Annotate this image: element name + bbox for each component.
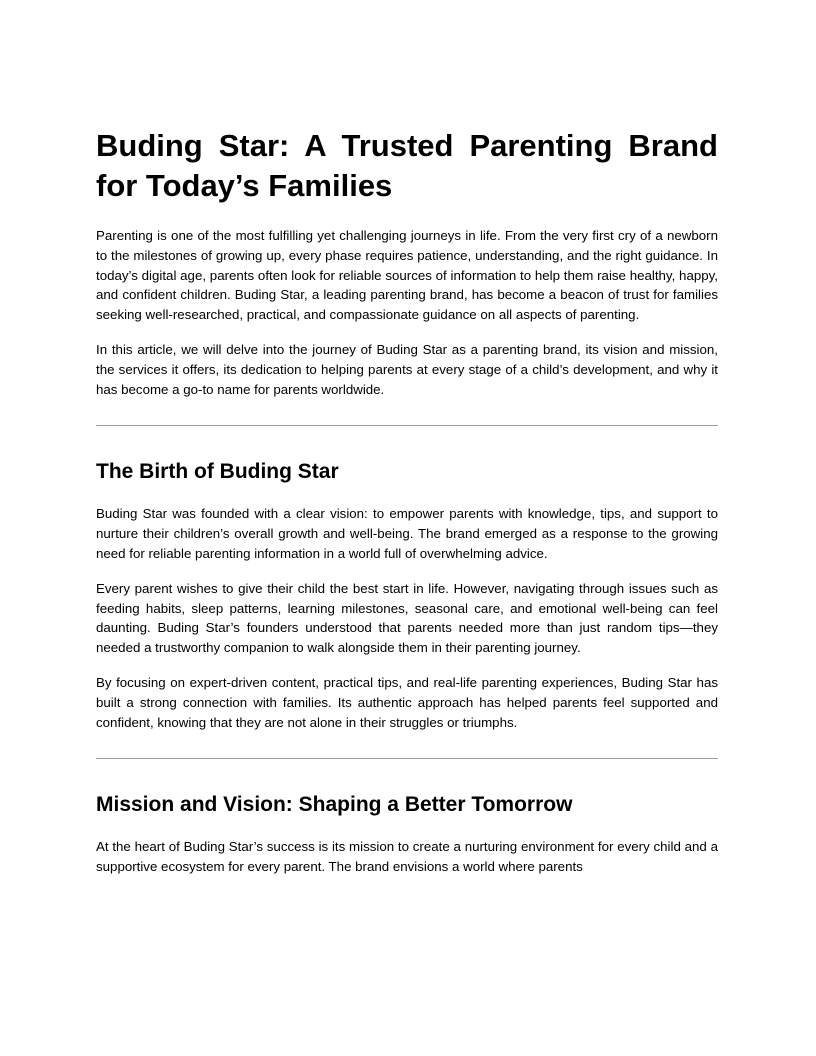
document-title: Buding Star: A Trusted Parenting Brand for Today’s Families xyxy=(96,128,718,203)
section-divider xyxy=(96,758,718,759)
section-heading-birth: The Birth of Buding Star xyxy=(96,460,339,484)
birth-paragraph-1: Buding Star was founded with a clear vision: to empower parents with knowledge, tips, and support to nurture their children’s overall growth and well-being. The brand emerged as a response to the growing need for reliable parenting information in a world full of overwhelming advice. xyxy=(96,506,718,561)
intro-paragraph-1: Parenting is one of the most fulfilling yet challenging journeys in life. From the very first cry of a newborn to the milestones of growing up, every phase requires patience, understanding, and the right guidance. In today’s digital age, parents often look for reliable sources of information to help them raise healthy, happy, and confident children. Buding Star, a leading parenting brand, has become a beacon of trust for families seeking well-researched, practical, and compassionate guidance on all aspects of parenting. xyxy=(96,228,718,323)
birth-paragraph-3: By focusing on expert-driven content, practical tips, and real-life parenting experiences, Buding Star has built a strong connection with families. Its authentic approach has helped parents feel supported and confident, knowing that they are not alone in their struggles or triumphs. xyxy=(96,674,718,730)
birth-paragraph-2: Every parent wishes to give their child the best start in life. However, navigating through issues such as feeding habits, sleep patterns, learning milestones, seasonal care, and emotional well-being can feel daunting. Buding Star’s founders understood that parents needed more than just random tips—they needed a trustworthy companion to walk alongside them in their parenting journey. xyxy=(96,580,718,656)
intro-paragraph-2: In this article, we will delve into the journey of Buding Star as a parenting brand, its vision and mission, the services it offers, its dedication to helping parents at every stage of a child’s development, and why it has become a go-to name for parents worldwide. xyxy=(96,341,718,397)
mission-paragraph-1: At the heart of Buding Star’s success is its mission to create a nurturing environment for every child and a supportive ecosystem for every parent. The brand envisions a world where parents xyxy=(96,839,718,875)
section-divider xyxy=(96,425,718,426)
document-page xyxy=(96,126,718,892)
section-heading-mission: Mission and Vision: Shaping a Better Tomorrow xyxy=(96,793,573,817)
